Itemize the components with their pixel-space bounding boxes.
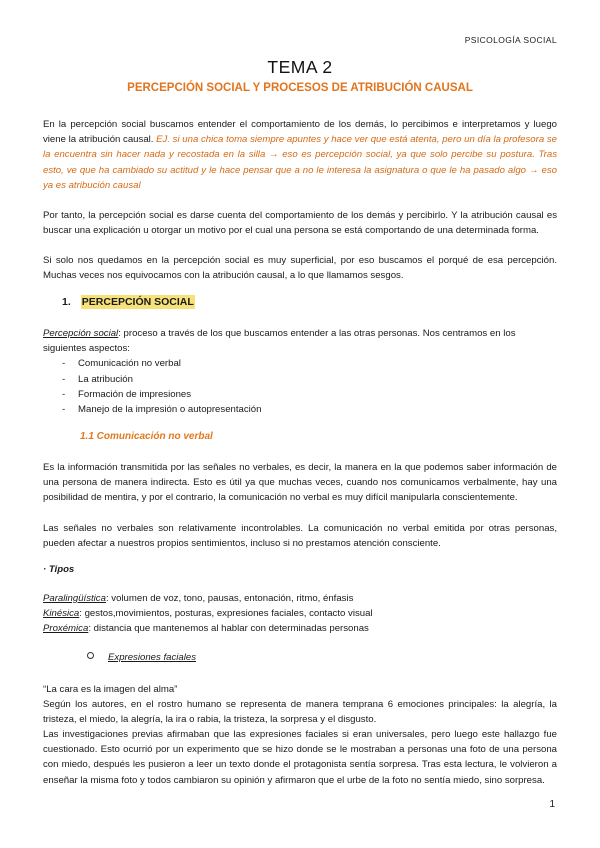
- cnv-paragraph-1: Es la información transmitida por las señales no verbales, es decir, la manera en la que podemos saber información de una persona de manera indirecta. Esto es útil ya que muchas veces, cuando nos comunicamos verbalmente, hay una posibilidad de mentira, y por el contrario, la comunicación no verbal es muy difícil manipularla conscientemente.: [43, 462, 557, 504]
- intro-paragraph: [43, 117, 557, 193]
- section-heading: [62, 296, 195, 308]
- types-list: [43, 591, 557, 637]
- page-subtitle: PERCEPCIÓN SOCIAL Y PROCESOS DE ATRIBUCIÓN CAUSAL: [127, 82, 473, 94]
- final-paragraph-1: Según los autores, en el rostro humano se representa de manera temprana 6 emociones principales: la alegría, la tristeza, el miedo, la alegría, la ira o rabia, la tristeza, la sorpresa y el disgusto.: [43, 699, 557, 726]
- definition-term: Percepción social: [43, 328, 119, 339]
- definition-block: [43, 326, 557, 417]
- quote: “La cara es la imagen del alma”: [43, 684, 178, 695]
- intro-example: EJ. si una chica toma siempre apuntes y hace ver que está atenta, pero un día la profesora se la encuentra sin hacer nada y recostada en la silla → eso es percepción social, ya que solo percibe su postura. Tras esto, ve que ha cambiado su actitud y le hace pensar que a no le interesa la asignatura o que le ha pasado algo → eso ya es atribución causal: [43, 134, 557, 191]
- running-header: PSICOLOGÍA SOCIAL: [464, 35, 557, 45]
- type-term: Proxémica: [43, 623, 89, 635]
- list-item: - Formación de impresiones: [43, 387, 557, 402]
- definition-text: : proceso a través de los que buscamos entender a las otras personas. Nos centramos en los siguientes aspectos:: [43, 328, 516, 355]
- type-text: : volumen de voz, tono, pausas, entonación, ritmo, énfasis: [105, 593, 354, 604]
- aspects-list: [43, 356, 557, 417]
- list-item: - Comunicación no verbal: [43, 356, 557, 371]
- type-term: Kinésica: [43, 608, 80, 620]
- section-number: 1.: [62, 296, 71, 308]
- expresiones-bullet: [87, 652, 196, 663]
- expresiones-heading: Expresiones faciales: [108, 652, 196, 663]
- type-item: [43, 606, 557, 621]
- tipos-heading: · Tipos: [43, 564, 75, 575]
- circle-bullet-icon: [87, 652, 94, 659]
- page-number: 1: [549, 799, 555, 810]
- type-text: : distancia que mantenemos al hablar con determinadas personas: [88, 623, 369, 635]
- type-term: Paralingüística: [43, 593, 106, 604]
- subsection-heading: 1.1 Comunicación no verbal: [80, 431, 213, 442]
- paragraph-2: Por tanto, la percepción social es darse cuenta del comportamiento de los demás y percibirlo. Y la atribución causal es buscar una explicación u otorgar un motivo por el cual una persona se está comportando de una determinada forma.: [43, 210, 557, 237]
- definition-paragraph: [43, 326, 557, 356]
- type-item: [43, 591, 557, 606]
- page-title: TEMA 2: [267, 57, 333, 77]
- list-item: - La atribución: [43, 372, 557, 387]
- list-item: - Manejo de la impresión o autopresentación: [43, 402, 557, 417]
- section-title: PERCEPCIÓN SOCIAL: [81, 296, 194, 308]
- cnv-paragraph-2: Las señales no verbales son relativamente incontrolables. La comunicación no verbal emitida por otras personas, pueden afectar a nuestros propios sentimientos, incluso si no prestamos atención consciente.: [43, 523, 557, 550]
- final-paragraph-2: Las investigaciones previas afirmaban que las expresiones faciales si eran universales, pero luego este hallazgo fue cuestionado. Esto ocurrió por un experimento que se hizo donde se le mostraban a personas una foto de una persona con miedo, después les pusieron a leer un texto donde el protagonista sentía sorpresa. Tras esta lectura, le volvieron a enseñar la misma foto y todos cambiaron su opinión y afirmaron que el urbe de la foto no sentía miedo, sino sorpresa.: [43, 729, 557, 786]
- intro-text: En la percepción social buscamos entender el comportamiento de los demás, lo percibimos e interpretamos y luego viene la atribución causal.: [43, 119, 557, 146]
- type-item: [43, 621, 557, 636]
- paragraph-3: Si solo nos quedamos en la percepción social es muy superficial, por eso buscamos el porqué de esa percepción. Muchas veces nos equivocamos con la atribución causal, a lo que llamamos sesgos.: [43, 255, 557, 282]
- type-text: : gestos,movimientos, posturas, expresiones faciales, contacto visual: [79, 608, 373, 620]
